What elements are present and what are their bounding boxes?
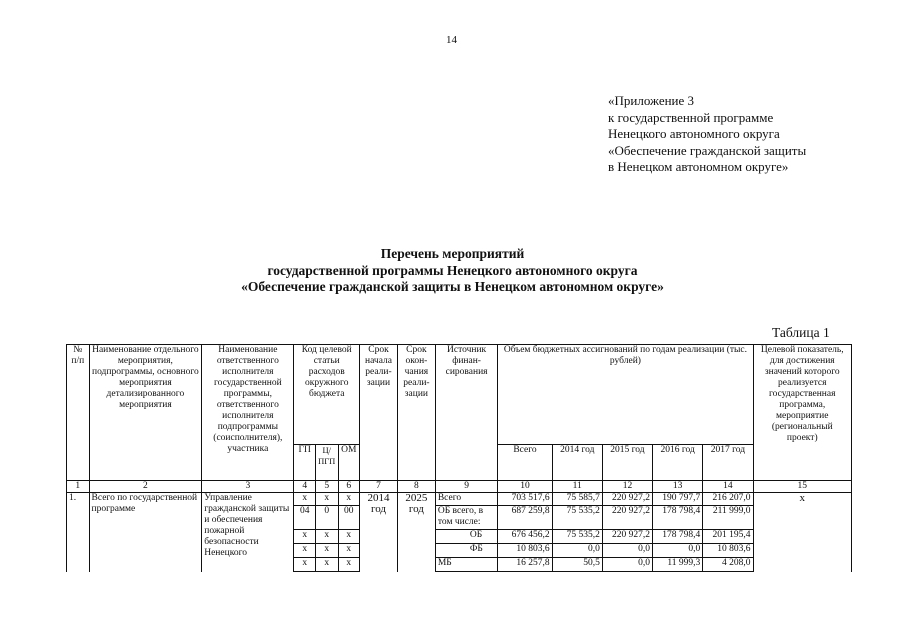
cell-total: 16 257,8 bbox=[498, 558, 552, 572]
cell-2016: 190 797,7 bbox=[653, 493, 703, 506]
cell-om: х bbox=[338, 544, 360, 558]
appendix-line: к государственной программе bbox=[608, 109, 774, 125]
row-number: 1. bbox=[67, 493, 90, 572]
cell-om: х bbox=[338, 493, 360, 506]
header-2016: 2016 год bbox=[653, 445, 703, 481]
column-number-row bbox=[67, 481, 852, 493]
appendix-line: «Обеспечение гражданской защиты bbox=[608, 142, 807, 158]
header-code-om: ОМ bbox=[338, 445, 360, 481]
cell-2015: 220 927,2 bbox=[602, 493, 652, 506]
header-source: Источник финан-сирования bbox=[435, 345, 498, 481]
cell-2014: 50,5 bbox=[552, 558, 602, 572]
column-number: 14 bbox=[703, 481, 753, 493]
cell-gp: х bbox=[294, 530, 316, 544]
title-line: государственной программы Ненецкого автономного округа bbox=[267, 262, 638, 278]
cell-2017: 201 195,4 bbox=[703, 530, 753, 544]
cell-2014: 75 585,7 bbox=[552, 493, 602, 506]
cell-2016: 178 798,4 bbox=[653, 530, 703, 544]
column-number: 7 bbox=[360, 481, 398, 493]
cell-gp: х bbox=[294, 558, 316, 572]
column-number: 10 bbox=[498, 481, 552, 493]
row-executor: Управление гражданской защиты и обеспечения пожарной безопасности Ненецкого bbox=[202, 493, 294, 572]
appendix-line: Ненецкого автономного округа bbox=[608, 126, 780, 141]
appendix-note bbox=[608, 93, 806, 176]
header-end: Срок окон-чания реали-зации bbox=[397, 345, 435, 481]
row-start: 2014 год bbox=[360, 493, 398, 572]
cell-2016: 178 798,4 bbox=[653, 506, 703, 530]
title-line: Перечень мероприятий bbox=[380, 246, 525, 261]
row-end: 2025 год bbox=[397, 493, 435, 572]
cell-2014: 0,0 bbox=[552, 544, 602, 558]
cell-pgp: х bbox=[315, 558, 338, 572]
header-indicator: Целевой показатель, для достижения значений которого реализуется государственная программа, мероприятие (региональный проект) bbox=[753, 345, 851, 481]
row-indicator: х bbox=[753, 493, 851, 572]
appendix-line: в Ненецком автономном округе» bbox=[608, 159, 789, 174]
column-number: 6 bbox=[338, 481, 360, 493]
cell-2017: 216 207,0 bbox=[703, 493, 753, 506]
header-code-pgp: Ц/ ПГП bbox=[315, 445, 338, 481]
cell-om: 00 bbox=[338, 506, 360, 530]
cell-2016: 11 999,3 bbox=[653, 558, 703, 572]
appendix-line: «Приложение 3 bbox=[608, 93, 695, 108]
column-number: 11 bbox=[552, 481, 602, 493]
header-executor: Наименование ответственного исполнителя государственной программы, ответственного исполнителя подпрограммы (соисполнителя), участника bbox=[202, 345, 294, 481]
header-num: № п/п bbox=[67, 345, 90, 481]
cell-2016: 0,0 bbox=[653, 544, 703, 558]
cell-total: 703 517,6 bbox=[498, 493, 552, 506]
cell-source: Всего bbox=[435, 493, 498, 506]
row-name: Всего по государственной программе bbox=[89, 493, 202, 572]
header-2014: 2014 год bbox=[552, 445, 602, 481]
table-label: Таблица 1 bbox=[772, 325, 830, 340]
column-number: 2 bbox=[89, 481, 202, 493]
cell-2017: 4 208,0 bbox=[703, 558, 753, 572]
column-number: 8 bbox=[397, 481, 435, 493]
cell-2015: 220 927,2 bbox=[602, 506, 652, 530]
cell-gp: 04 bbox=[294, 506, 316, 530]
cell-2015: 220 927,2 bbox=[602, 530, 652, 544]
cell-2015: 0,0 bbox=[602, 558, 652, 572]
page-number: 14 bbox=[446, 34, 457, 46]
cell-2017: 211 999,0 bbox=[703, 506, 753, 530]
cell-source: ОБ bbox=[435, 530, 498, 544]
header-2015: 2015 год bbox=[602, 445, 652, 481]
cell-total: 676 456,2 bbox=[498, 530, 552, 544]
header-2017: 2017 год bbox=[703, 445, 753, 481]
cell-source: МБ bbox=[435, 558, 498, 572]
column-number: 13 bbox=[653, 481, 703, 493]
header-start: Срок начала реали-зации bbox=[360, 345, 398, 481]
column-number: 12 bbox=[602, 481, 652, 493]
cell-pgp: 0 bbox=[315, 506, 338, 530]
cell-2015: 0,0 bbox=[602, 544, 652, 558]
cell-pgp: х bbox=[315, 493, 338, 506]
column-number: 5 bbox=[315, 481, 338, 493]
document-title bbox=[0, 246, 905, 296]
table-row bbox=[67, 493, 852, 506]
cell-om: х bbox=[338, 530, 360, 544]
cell-pgp: х bbox=[315, 544, 338, 558]
cell-source: ОБ всего, в том числе: bbox=[435, 506, 498, 530]
cell-2014: 75 535,2 bbox=[552, 530, 602, 544]
header-name: Наименование отдельного мероприятия, подпрограммы, основного мероприятия детализированного мероприятия bbox=[89, 345, 202, 481]
cell-source: ФБ bbox=[435, 544, 498, 558]
cell-pgp: х bbox=[315, 530, 338, 544]
column-number: 1 bbox=[67, 481, 90, 493]
header-budget-code: Код целевой статьи расходов окружного бюджета bbox=[294, 345, 360, 445]
column-number: 4 bbox=[294, 481, 316, 493]
header-volume: Объем бюджетных ассигнований по годам реализации (тыс. рублей) bbox=[498, 345, 753, 445]
measures-table bbox=[66, 344, 852, 572]
column-number: 3 bbox=[202, 481, 294, 493]
cell-total: 687 259,8 bbox=[498, 506, 552, 530]
cell-2017: 10 803,6 bbox=[703, 544, 753, 558]
cell-gp: х bbox=[294, 544, 316, 558]
title-line: «Обеспечение гражданской защиты в Ненецком автономном округе» bbox=[241, 279, 664, 294]
column-number: 9 bbox=[435, 481, 498, 493]
cell-total: 10 803,6 bbox=[498, 544, 552, 558]
header-total: Всего bbox=[498, 445, 552, 481]
cell-2014: 75 535,2 bbox=[552, 506, 602, 530]
column-number: 15 bbox=[753, 481, 851, 493]
header-code-gp: ГП bbox=[294, 445, 316, 481]
cell-om: х bbox=[338, 558, 360, 572]
cell-gp: х bbox=[294, 493, 316, 506]
